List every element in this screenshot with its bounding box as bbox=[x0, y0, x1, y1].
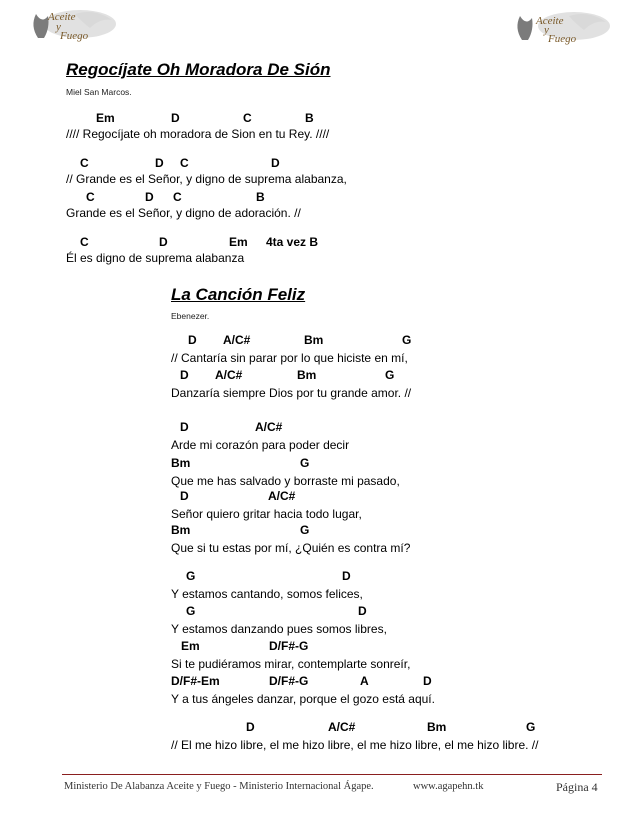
chord: C bbox=[80, 235, 89, 249]
logo-right-text-2: y bbox=[544, 24, 549, 36]
footer-ministry: Ministerio De Alabanza Aceite y Fuego - Ministerio Internacional Ágape. bbox=[64, 781, 374, 792]
song1-author: Miel San Marcos. bbox=[66, 87, 132, 97]
logo-left-text-3: Fuego bbox=[60, 30, 89, 42]
chord: A/C# bbox=[215, 368, 243, 382]
chord: Em bbox=[96, 111, 115, 125]
chord: Bm bbox=[171, 456, 191, 470]
chord: C bbox=[173, 190, 182, 204]
lyric-line: Grande es el Señor, y digno de adoración. // bbox=[66, 206, 301, 220]
chord: C bbox=[243, 111, 252, 125]
chord: G bbox=[402, 333, 412, 347]
chord: D bbox=[159, 235, 168, 249]
logo-left bbox=[20, 6, 120, 46]
footer-website: www.agapehn.tk bbox=[413, 781, 484, 792]
lyric-line: Él es digno de suprema alabanza bbox=[66, 251, 245, 265]
logo-left-text-1: Aceite bbox=[48, 11, 76, 23]
chord: Bm bbox=[297, 368, 317, 382]
chord: D bbox=[271, 156, 280, 170]
lyric-line: Arde mi corazón para poder decir bbox=[171, 438, 350, 452]
chord: D/F#-G bbox=[269, 674, 309, 688]
chord: G bbox=[526, 720, 536, 734]
chord: A/C# bbox=[328, 720, 356, 734]
page-number: Página 4 bbox=[556, 780, 598, 794]
chord: D bbox=[423, 674, 432, 688]
logo-left-text-2: y bbox=[56, 21, 61, 33]
chord: G bbox=[385, 368, 395, 382]
lyric-line: Y estamos cantando, somos felices, bbox=[171, 587, 363, 601]
chord: G bbox=[186, 569, 196, 583]
logo-right-text-1: Aceite bbox=[536, 15, 564, 27]
chord: B bbox=[256, 190, 265, 204]
chord: Em bbox=[229, 235, 248, 249]
lyric-line: Que me has salvado y borraste mi pasado, bbox=[171, 474, 400, 488]
chord: G bbox=[300, 456, 310, 470]
chord: 4ta vez B bbox=[266, 235, 319, 249]
chord: D bbox=[180, 489, 189, 503]
chord: D bbox=[358, 604, 367, 618]
chord: G bbox=[300, 523, 310, 537]
chord: D bbox=[246, 720, 255, 734]
lyric-line: //// Regocíjate oh moradora de Sion en tu Rey. //// bbox=[66, 127, 330, 141]
chord: Em bbox=[181, 639, 200, 653]
chord: D bbox=[155, 156, 164, 170]
lyric-line: // Grande es el Señor, y digno de suprema alabanza, bbox=[66, 172, 347, 186]
chord: D bbox=[171, 111, 180, 125]
chord: A/C# bbox=[268, 489, 296, 503]
logo-right bbox=[514, 6, 614, 46]
chord: C bbox=[86, 190, 95, 204]
song2-title: La Canción Feliz bbox=[171, 285, 306, 304]
chord: D/F#-Em bbox=[171, 674, 220, 688]
chord: D bbox=[188, 333, 197, 347]
chord: A/C# bbox=[255, 420, 283, 434]
lyric-line: Danzaría siempre Dios por tu grande amor. // bbox=[171, 386, 412, 400]
chord: Bm bbox=[427, 720, 447, 734]
chord: B bbox=[305, 111, 314, 125]
lyric-line: Y estamos danzando pues somos libres, bbox=[171, 622, 387, 636]
lyric-line: Señor quiero gritar hacia todo lugar, bbox=[171, 507, 362, 521]
lyric-line: Que si tu estas por mí, ¿Quién es contra mí? bbox=[171, 541, 411, 555]
lyric-line: // Cantaría sin parar por lo que hiciste en mí, bbox=[171, 351, 408, 365]
logo-right-text-3: Fuego bbox=[548, 33, 577, 45]
footer-divider bbox=[62, 774, 602, 775]
song2-author: Ebenezer. bbox=[171, 311, 210, 321]
chord: A/C# bbox=[223, 333, 251, 347]
song1-title: Regocíjate Oh Moradora De Sión bbox=[66, 60, 331, 79]
lyric-line: Si te pudiéramos mirar, contemplarte sonreír, bbox=[171, 657, 411, 671]
lyric-line: Y a tus ángeles danzar, porque el gozo está aquí. bbox=[171, 692, 435, 706]
chord: D bbox=[342, 569, 351, 583]
chord: Bm bbox=[171, 523, 191, 537]
lyric-line: // El me hizo libre, el me hizo libre, el me hizo libre, el me hizo libre. // bbox=[171, 738, 539, 752]
chord: G bbox=[186, 604, 196, 618]
chord: C bbox=[80, 156, 89, 170]
chord: D/F#-G bbox=[269, 639, 309, 653]
chord: C bbox=[180, 156, 189, 170]
chord: D bbox=[145, 190, 154, 204]
chord: A bbox=[360, 674, 369, 688]
chord: D bbox=[180, 420, 189, 434]
chord: Bm bbox=[304, 333, 324, 347]
chord: D bbox=[180, 368, 189, 382]
